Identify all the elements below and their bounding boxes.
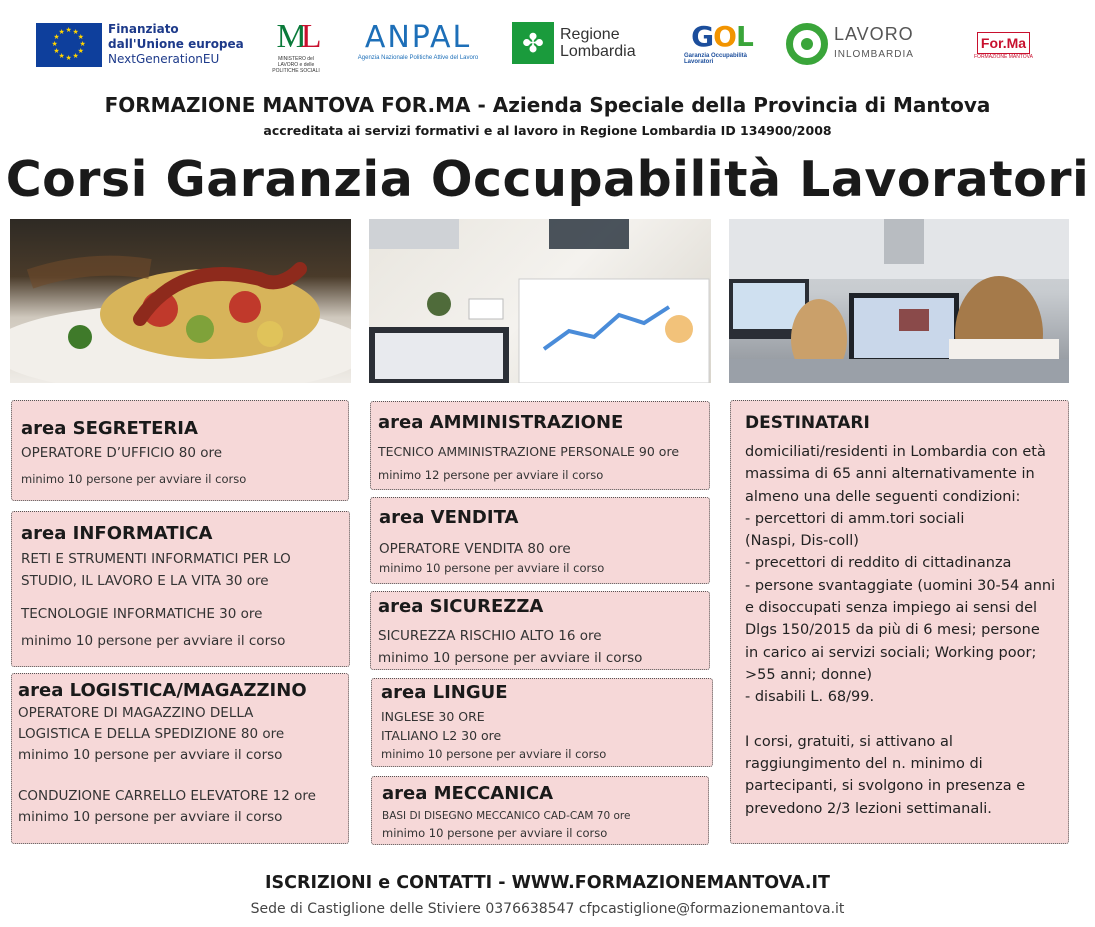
eu-logo-text (108, 22, 244, 67)
eu-star-icon: ★ (77, 34, 84, 41)
destinatari-line: (Naspi, Dis-coll) (745, 533, 859, 550)
course-minimum: minimo 10 persone per avviare il corso (21, 472, 247, 486)
course-name: ITALIANO L2 30 ore (381, 728, 502, 743)
eu-star-icon: ★ (77, 48, 84, 55)
contacts-heading: ISCRIZIONI e CONTATTI - WWW.FORMAZIONEMANTOVA.IT (265, 873, 830, 893)
course-minimum: minimo 12 persone per avviare il corso (378, 468, 604, 482)
course-minimum: minimo 10 persone per avviare il corso (379, 561, 605, 575)
destinatari-line: - disabili L. 68/99. (745, 689, 875, 706)
classroom-photo (729, 219, 1069, 383)
contacts-address: Sede di Castiglione delle Stiviere 0376638547 cfpcastiglione@formazionemantova.it (250, 901, 845, 917)
regione-rose-icon: ✤ (512, 22, 554, 64)
regione-text (560, 26, 636, 60)
course-name: OPERATORE VENDITA 80 ore (379, 541, 571, 557)
card-title: area INFORMATICA (21, 523, 213, 544)
course-name: CONDUZIONE CARRELLO ELEVATORE 12 ore (18, 788, 316, 804)
card-title: area MECCANICA (382, 783, 554, 804)
organization-subtitle: accreditata ai servizi formativi e al lavoro in Regione Lombardia ID 134900/2008 (263, 123, 832, 138)
eu-logo (36, 22, 244, 67)
gol-caption: Garanzia Occupabilità Lavoratori (684, 53, 748, 65)
regione-line2: Lombardia (560, 43, 636, 60)
destinatari-line: in carico ai servizi sociali; Working poor; (745, 644, 1037, 661)
lavoro-line2: INLOMBARDIA (834, 48, 914, 60)
card-sicurezza (370, 591, 710, 670)
office-photo (369, 219, 711, 383)
destinatari-title: DESTINATARI (745, 413, 870, 433)
anpal-caption: Agenzia Nazionale Politiche Attive del Lavoro (357, 55, 479, 61)
ministero-caption: MINISTERO del LAVORO e delle POLITICHE SOCIALI (272, 56, 320, 74)
destinatari-line: >55 anni; donne) (745, 666, 873, 683)
card-vendita (370, 497, 710, 584)
course-name: INGLESE 30 ORE (381, 709, 485, 724)
card-lingue (371, 678, 713, 767)
destinatari-line: - percettori di amm.tori sociali (745, 510, 965, 527)
page-title: Corsi Garanzia Occupabilità Lavoratori (5, 151, 1090, 208)
forma-logo (974, 32, 1033, 60)
eu-star-icon: ★ (79, 41, 86, 48)
course-name: LOGISTICA E DELLA SPEDIZIONE 80 ore (18, 726, 285, 742)
anpal-logo (352, 20, 484, 61)
eu-line2: dall'Unione europea (108, 37, 244, 51)
destinatari-line: e disoccupati senza impiego ai sensi del (745, 600, 1038, 617)
course-name: BASI DI DISEGNO MECCANICO CAD-CAM 70 ore (382, 810, 631, 822)
card-destinatari (730, 400, 1069, 844)
destinatari-line: partecipanti, si svolgono in presenza e (745, 778, 1026, 795)
ministero-mark: ML (276, 18, 316, 55)
regione-lombardia-logo (512, 22, 636, 64)
eu-star-icon: ★ (72, 28, 79, 36)
destinatari-line: - precettori di reddito di cittadinanza (745, 555, 1012, 572)
eu-line3: NextGenerationEU (108, 52, 220, 66)
card-title: area LOGISTICA/MAGAZZINO (18, 680, 307, 701)
card-amministrazione (370, 401, 710, 490)
card-title: area SICUREZZA (378, 596, 544, 617)
lavoro-in-lombardia-logo (786, 23, 914, 65)
destinatari-line: Dlgs 150/2015 da più di 6 mesi; persone (745, 622, 1040, 639)
card-title: area SEGRETERIA (21, 418, 198, 439)
destinatari-line: raggiungimento del n. minimo di (745, 756, 983, 773)
gol-logo (684, 20, 760, 65)
course-minimum: minimo 10 persone per avviare il corso (18, 747, 283, 763)
ministero-logo (268, 18, 324, 74)
course-minimum: minimo 10 persone per avviare il corso (18, 809, 283, 825)
eu-star-icon: ★ (53, 34, 60, 41)
anpal-mark: ANPAL (364, 20, 472, 55)
card-informatica (11, 511, 350, 667)
destinatari-line: I corsi, gratuiti, si attivano al (745, 733, 953, 750)
eu-flag-icon (36, 23, 102, 67)
eu-star-icon: ★ (65, 55, 72, 62)
eu-star-icon: ★ (72, 53, 79, 61)
lavoro-line1: LAVORO (834, 23, 914, 44)
destinatari-line: prevedono 2/3 lezioni settimanali. (745, 800, 992, 817)
course-minimum: minimo 10 persone per avviare il corso (382, 826, 608, 840)
course-name: RETI E STRUMENTI INFORMATICI PER LO (21, 551, 291, 567)
eu-star-icon: ★ (58, 28, 65, 36)
destinatari-line (745, 709, 1055, 731)
course-name: STUDIO, IL LAVORO E LA VITA 30 ore (21, 573, 269, 589)
card-logistica (11, 673, 349, 844)
course-name: OPERATORE DI MAGAZZINO DELLA (18, 705, 254, 721)
eu-star-icon: ★ (65, 27, 72, 34)
eu-star-icon: ★ (53, 48, 60, 55)
card-segreteria (11, 400, 349, 501)
gol-mark: GOL (691, 20, 753, 53)
lavoro-text (834, 23, 914, 63)
destinatari-line: massima di 65 anni alternativamente in (745, 466, 1035, 483)
course-name: OPERATORE D’UFFICIO 80 ore (21, 445, 223, 461)
forma-caption: FORMAZIONE MANTOVA (974, 54, 1033, 60)
destinatari-body (745, 441, 1055, 820)
card-title: area LINGUE (381, 682, 508, 703)
destinatari-line: almeno una delle seguenti condizioni: (745, 488, 1021, 505)
organization-title: FORMAZIONE MANTOVA FOR.MA - Azienda Speciale della Provincia di Mantova (104, 93, 991, 117)
card-title: area VENDITA (379, 507, 519, 528)
course-minimum: minimo 10 persone per avviare il corso (21, 633, 286, 649)
destinatari-line: domiciliati/residenti in Lombardia con età (745, 444, 1046, 460)
forma-mark: For.Ma (977, 32, 1030, 54)
regione-line1: Regione (560, 26, 620, 43)
course-minimum: minimo 10 persone per avviare il corso (378, 650, 643, 666)
destinatari-line: - persone svantaggiate (uomini 30-54 anni (745, 577, 1056, 594)
card-title: area AMMINISTRAZIONE (378, 412, 624, 433)
card-meccanica (371, 776, 709, 845)
food-photo (10, 219, 351, 383)
eu-star-icon: ★ (51, 41, 58, 48)
eu-line1: Finanziato (108, 22, 179, 36)
course-name: TECNOLOGIE INFORMATICHE 30 ore (21, 606, 263, 622)
course-name: TECNICO AMMINISTRAZIONE PERSONALE 90 ore (378, 444, 680, 459)
course-name: SICUREZZA RISCHIO ALTO 16 ore (378, 628, 602, 644)
course-minimum: minimo 10 persone per avviare il corso (381, 747, 607, 761)
lavoro-ring-icon (786, 23, 828, 65)
eu-star-icon: ★ (58, 53, 65, 61)
